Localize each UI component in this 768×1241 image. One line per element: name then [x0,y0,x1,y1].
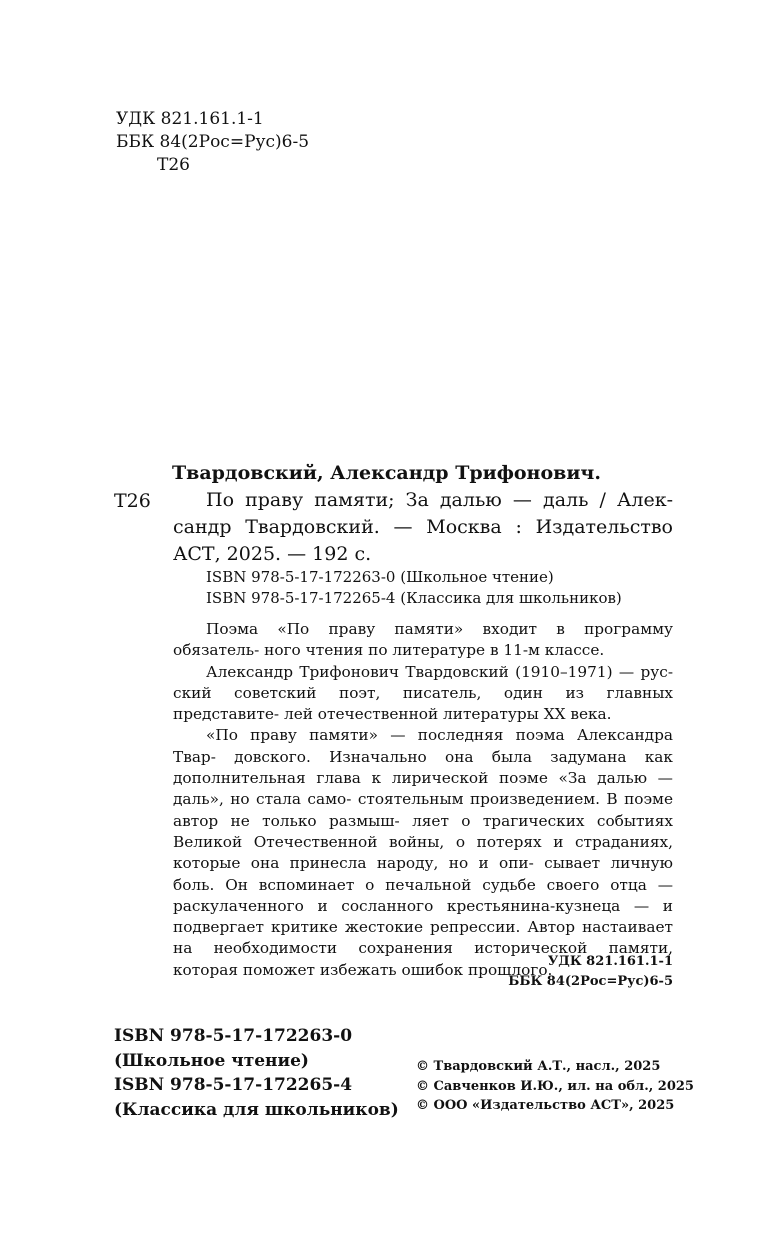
index-udk: УДК 821.161.1-1 [547,954,673,969]
annotation-line: ский советский поэт, писатель, один из главных представите- [173,683,673,724]
bottom-isbn-line: ISBN 978-5-17-172265-4 [114,1075,353,1095]
bbk-code: ББК 84(2Рос=Рус)6-5 [116,132,310,152]
record-author-mark: Т26 [114,490,151,512]
classification-header [116,108,309,177]
annotation-line: потерях и страданиях, которые она принесла народу, но и опи- [173,832,673,873]
index-codes [440,952,673,992]
annotation-line: и подвергает критике жестокие репрессии. Автор настаивает [173,896,673,937]
copyright-line: © Савченков И.Ю., ил. на обл., 2025 [416,1078,694,1094]
annotation-paragraph [173,619,673,662]
copyright-line: © Твардовский А.Т., насл., 2025 [416,1059,661,1074]
title-line: АСТ, 2025. — 192 с. [173,543,372,565]
annotation-line: ного чтения по литературе в 11-м классе. [264,641,605,660]
index-bbk: ББК 84(2Рос=Рус)6-5 [508,974,673,989]
isbn-line: ISBN 978-5-17-172265-4 (Классика для школьников) [206,589,622,607]
record-author: Твардовский, Александр Трифонович. [172,462,601,484]
record-title [173,487,673,568]
udk-code: УДК 821.161.1-1 [116,109,264,129]
annotation-line: довского. Изначально она была задумана как дополнительная [173,747,673,788]
annotation-line: «По праву памяти» — последняя поэма Александра Твар- [173,726,673,766]
annotation-line: стоятельным произведением. В поэме автор не только размыш- [173,790,673,830]
bottom-isbn-line: (Школьное чтение) [114,1050,309,1071]
copyright-block [416,1057,694,1116]
annotation-paragraph [173,725,673,981]
bottom-isbn-block [114,1024,399,1122]
annotation-line: глава к лирической поэме «За далью — даль», но стала само- [173,769,673,809]
annotation-paragraph [173,662,673,726]
annotation-line: отца — раскулаченного и сосланного крестьянина-кузнеца — [173,875,673,915]
copyright-line: © ООО «Издательство АСТ», 2025 [416,1098,675,1113]
record-isbns [206,567,622,609]
annotation-line: сывает личную боль. Он вспоминает о печальной судьбе своего [173,854,673,894]
annotation-line: лей отечественной литературы XX века. [283,705,612,724]
annotation-line: Поэма «По праву памяти» входит в программу обязатель- [173,620,673,660]
annotation-line: на необходимости сохранения исторической памяти, которая [173,939,673,979]
annotation-line: ляет о трагических событиях Великой Отечественной войны, о [173,811,673,851]
annotation-line: Александр Трифонович Твардовский (1910–1971) — рус- [206,662,673,681]
annotation [173,619,673,981]
bottom-isbn-line: (Классика для школьников) [114,1099,399,1120]
title-line: По праву памяти; За далью — даль / Алек- [206,489,673,511]
bottom-isbn-line: ISBN 978-5-17-172263-0 [114,1026,353,1046]
author-mark: Т26 [157,155,190,175]
isbn-line: ISBN 978-5-17-172263-0 (Школьное чтение) [206,568,554,586]
title-line: сандр Твардовский. — Москва : Издательство [173,516,673,538]
annotation-line: поможет избежать ошибок прошлого. [242,960,553,979]
